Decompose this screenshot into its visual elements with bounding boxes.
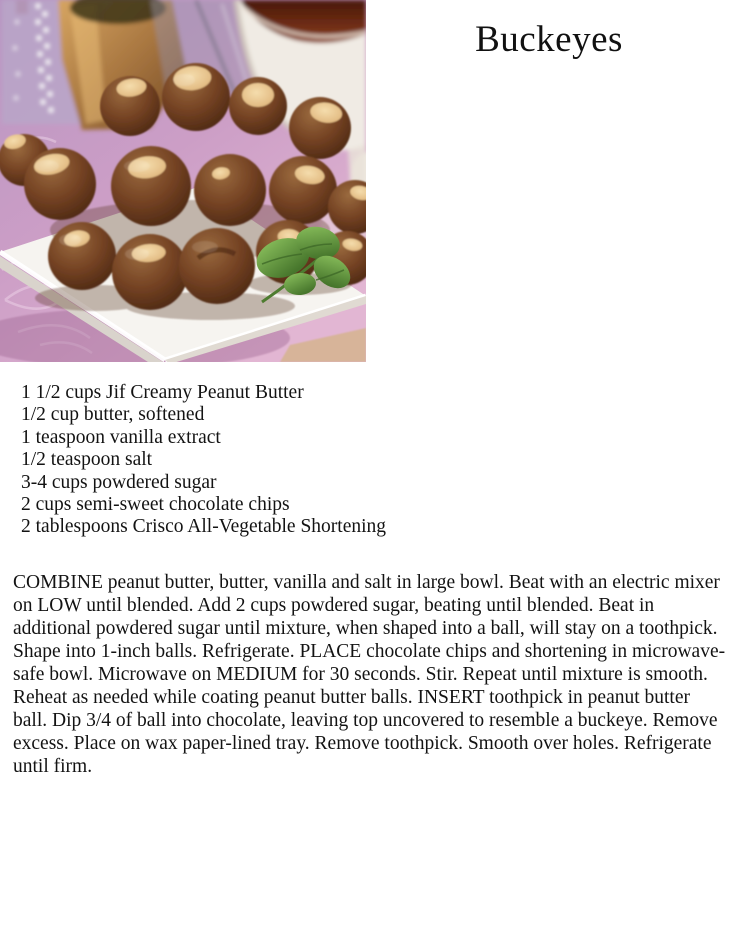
ingredient-item: 1 teaspoon vanilla extract	[21, 426, 221, 448]
ingredient-item: 3-4 cups powdered sugar	[21, 471, 217, 493]
ingredient-item: 1/2 cup butter, softened	[21, 404, 205, 426]
buckeyes-photo-illustration	[0, 0, 366, 362]
ingredient-item: 2 tablespoons Crisco All-Vegetable Shortening	[21, 516, 387, 538]
ingredient-item: 1/2 teaspoon salt	[21, 449, 153, 471]
ingredient-item: 1 1/2 cups Jif Creamy Peanut Butter	[21, 382, 304, 403]
page-title: Buckeyes	[475, 19, 623, 60]
recipe-photo	[0, 0, 366, 362]
ingredient-item: 2 cups semi-sweet chocolate chips	[21, 494, 290, 516]
ingredients-list	[21, 382, 621, 539]
instructions-paragraph: COMBINE peanut butter, butter, vanilla and salt in large bowl. Beat with an electric mixer on LOW until blended. Add 2 cups powdered sugar, beating until blended. Beat in additional powdered sugar until mixture, when shaped into a ball, will stay on a toothpick. Shape into 1-inch balls. Refrigerate. PLACE chocolate chips and shortening in microwave-safe bowl. Microwave on MEDIUM for 30 seconds. Stir. Repeat until mixture is smooth. Reheat as needed while coating peanut butter balls. INSERT toothpick in peanut butter ball. Dip 3/4 of ball into chocolate, leaving top uncovered to resemble a buckeye. Remove excess. Place on wax paper-lined tray. Remove toothpick. Smooth over holes. Refrigerate until firm.	[13, 572, 726, 777]
